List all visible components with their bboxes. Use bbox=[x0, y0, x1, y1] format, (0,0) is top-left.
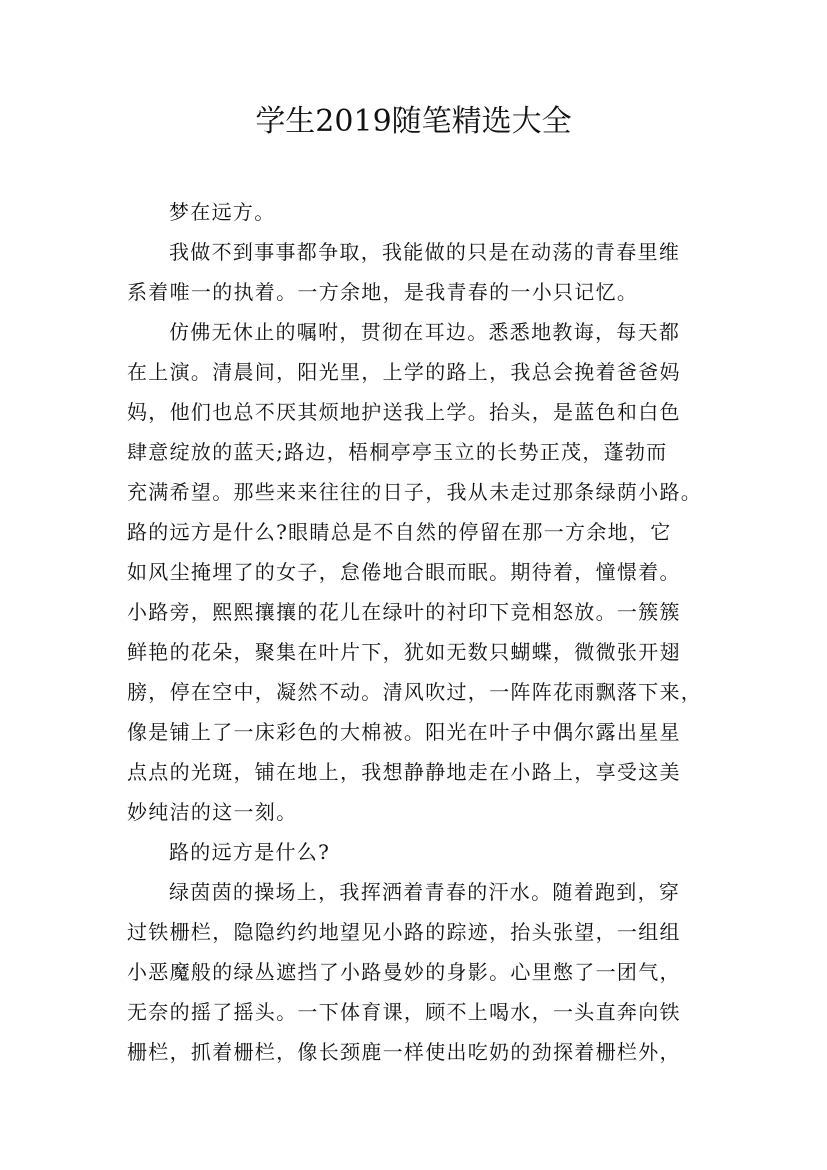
text-line: 我做不到事事都争取，我能做的只是在动荡的青春里维 bbox=[169, 240, 681, 264]
text-line: 系着唯一的执着。一方余地，是我青春的一小只记忆。 bbox=[127, 280, 639, 304]
document-body bbox=[127, 192, 712, 1072]
text-line: 栅栏，抓着栅栏，像长颈鹿一样使出吃奶的劲探着栅栏外， bbox=[127, 1040, 681, 1064]
text-line: 梦在远方。 bbox=[169, 200, 276, 224]
text-line: 肆意绽放的蓝天;路边，梧桐亭亭玉立的长势正茂，蓬勃而 bbox=[127, 440, 668, 464]
text-line: 妈，他们也总不厌其烦地护送我上学。抬头，是蓝色和白色 bbox=[127, 400, 681, 424]
text-line: 路的远方是什么? bbox=[169, 840, 331, 864]
text-line: 点点的光斑，铺在地上，我想静静地走在小路上，享受这美 bbox=[127, 760, 681, 784]
text-line: 鲜艳的花朵，聚集在叶片下，犹如无数只蝴蝶，微微张开翅 bbox=[127, 640, 681, 664]
text-line: 在上演。清晨间，阳光里，上学的路上，我总会挽着爸爸妈 bbox=[127, 360, 681, 384]
text-line: 小路旁，熙熙攘攘的花儿在绿叶的衬印下竞相怒放。一簇簇 bbox=[127, 600, 681, 624]
document-title: 学生2019随笔精选大全 bbox=[255, 104, 572, 139]
text-line: 充满希望。那些来来往往的日子，我从未走过那条绿荫小路。 bbox=[127, 480, 703, 504]
text-line: 像是铺上了一床彩色的大棉被。阳光在叶子中偶尔露出星星 bbox=[127, 720, 681, 744]
text-line: 路的远方是什么?眼睛总是不自然的停留在那一方余地，它 bbox=[127, 520, 672, 544]
text-line: 妙纯洁的这一刻。 bbox=[127, 800, 298, 824]
text-line: 小恶魔般的绿丛遮挡了小路曼妙的身影。心里憋了一团气， bbox=[127, 960, 681, 984]
text-line: 如风尘掩埋了的女子，怠倦地合眼而眠。期待着，憧憬着。 bbox=[127, 560, 681, 584]
text-line: 无奈的摇了摇头。一下体育课，顾不上喝水，一头直奔向铁 bbox=[127, 1000, 681, 1024]
text-line: 绿茵茵的操场上，我挥洒着青春的汗水。随着跑到，穿 bbox=[169, 880, 681, 904]
text-line: 过铁栅栏，隐隐约约地望见小路的踪迹，抬头张望，一组组 bbox=[127, 920, 681, 944]
text-line: 仿佛无休止的嘱咐，贯彻在耳边。悉悉地教诲，每天都 bbox=[169, 320, 681, 344]
text-line: 膀，停在空中，凝然不动。清风吹过，一阵阵花雨飘落下来， bbox=[127, 680, 703, 704]
